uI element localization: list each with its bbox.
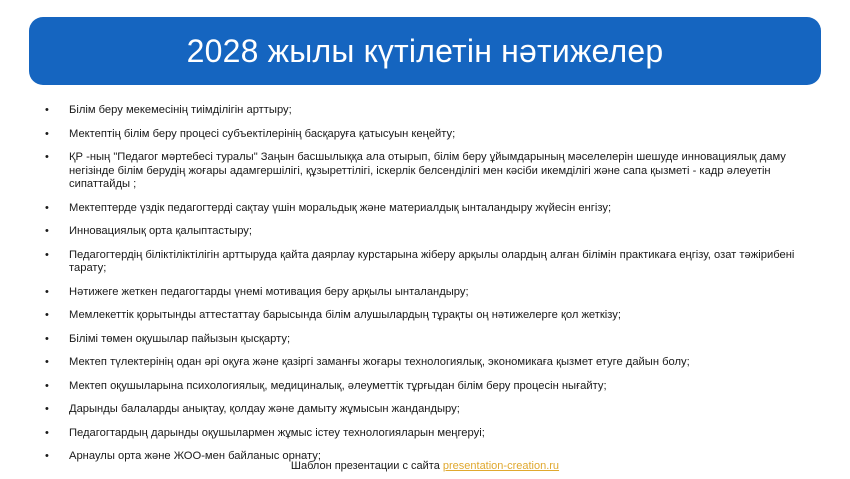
list-item-text: Педагогтардың дарынды оқушылармен жұмыс істеу технологияларын меңгеруі; [69,426,485,439]
page-title: 2028 жылы күтілетін нәтижелер [186,32,664,69]
bullet-icon: • [45,356,49,368]
list-item-text: Мектеп түлектерінің одан әрі оқуға және қазіргі заманғы жоғары технологиялық, экономикаға қызмет етуге дайын болу; [69,356,690,368]
bullet-icon: • [45,403,49,415]
list-item [45,225,805,239]
bullet-icon: • [45,309,49,321]
bullet-icon: • [45,450,49,462]
list-item [45,380,805,394]
list-item [45,309,805,323]
list-item-text: Дарынды балаларды анықтау, қолдау және дамыту жұмысын жандандыру; [69,403,460,415]
list-item-text: Білім беру мекемесінің тиімділігін арттыру; [69,104,292,116]
list-item [45,403,805,417]
bullet-icon: • [45,127,49,140]
list-item-text: Білімі төмен оқушылар пайызын қысқарту; [69,332,291,345]
footer-text: Шаблон презентации с сайта [290,460,443,472]
bullet-icon: • [45,225,49,237]
bullet-icon: • [45,426,49,439]
list-item-text: ҚР -ның "Педагог мәртебесі туралы" Заңын басшылыққа ала отырып, білім беру ұйымдарының мәселелерін шешуде инновациялық даму негізінде білім берудің жоғары адамгершілігі, құзыреттілігі, іскерлік белсенділігі мен кәсіби икемділігі және сапа қызметі - кадр әлеуетін сипаттайды ; [69,151,786,190]
list-item-text: Инновациялық орта қалыптастыру; [69,225,252,237]
list-item-text: Арнаулы орта және ЖОО-мен байланыс орнату; [69,450,321,462]
list-item [45,286,805,300]
title-banner [29,17,821,85]
list-item [45,356,805,370]
bullet-icon: • [45,379,49,392]
list-item [45,104,805,118]
list-item-text: Мектеп оқушыларына психологиялық, медициналық, әлеуметтік тұрғыдан білім беру процесін нығайту; [69,379,607,392]
list-item [45,202,805,216]
bullet-icon: • [45,201,49,214]
bullet-icon: • [45,285,49,298]
list-item-text: Нәтижеге жеткен педагогтарды үнемі мотивация беру арқылы ынталандыру; [69,285,469,298]
list-item-text: Мектептің білім беру процесі субъектілерінің басқаруға қатысуын кеңейту; [69,127,456,140]
bullet-icon: • [45,151,49,163]
list-item-text: Мемлекеттік қорытынды аттестаттау барысында білім алушылардың тұрақты оң нәтижелерге қол жеткізу; [69,309,621,321]
list-item [45,249,805,276]
list-item [45,128,805,142]
footer-link[interactable]: presentation-creation.ru [442,460,560,472]
footer [0,460,850,472]
list-item [45,151,805,192]
list-item [45,427,805,441]
bullet-icon: • [45,248,49,261]
results-list [45,104,805,474]
bullet-icon: • [45,332,49,345]
list-item-text: Педагогтердің біліктіліктілігін арттыруда қайта даярлау курстарына жіберу арқылы олардың алған білімін практикаға еңгізу, озат тәжірибені тарату; [69,248,795,274]
list-item [45,333,805,347]
list-item-text: Мектептерде үздік педагогтерді сақтау үшін моральдық және материалдық ынталандыру жүйесін енгізу; [69,201,612,214]
bullet-icon: • [45,104,49,116]
